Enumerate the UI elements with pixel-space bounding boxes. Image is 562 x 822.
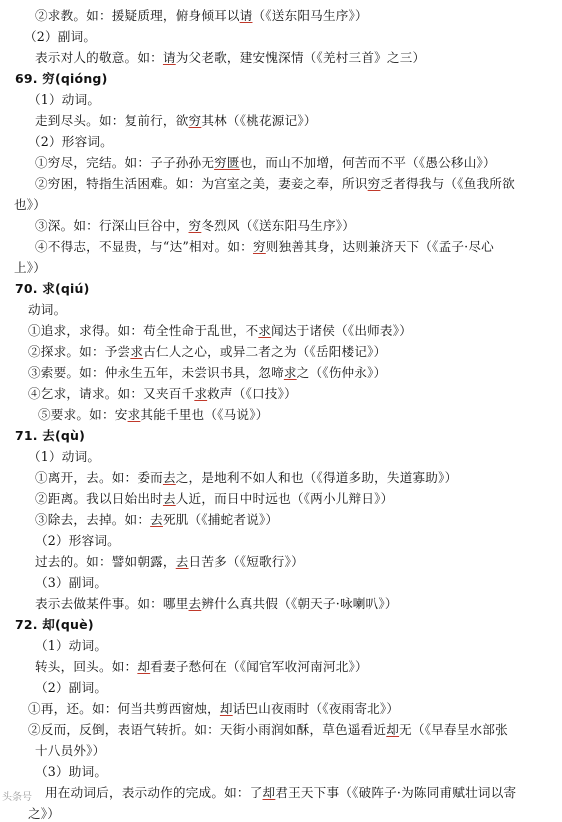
underlined-keyword: 请 [162, 50, 176, 65]
underlined-keyword: 去 [188, 596, 202, 611]
text-segment: ②求教。如：援疑质理，俯身倾耳以 [35, 8, 240, 23]
text-segment: 无（《早春呈水部张 [399, 722, 508, 737]
text-segment: 之（《伤仲永》） [296, 365, 387, 380]
text-segment: 之，是地利不如人和也（《得道多助，失道寡助》） [175, 470, 458, 485]
text-line [28, 134, 113, 150]
text-segment: ⑤要求。如：安 [38, 407, 128, 422]
text-segment: 乏者得我与（《鱼我所欲 [380, 176, 515, 191]
text-segment: 看妻子愁何在（《闻官军收河南河北》） [150, 659, 368, 674]
text-line [35, 680, 107, 696]
text-segment: 死肌（《捕蛇者说》） [162, 512, 279, 527]
underlined-keyword: 却 [386, 722, 400, 737]
entry-heading [15, 71, 108, 87]
text-line [35, 533, 120, 549]
text-segment: ①穷尽，完结。如：子子孙孙无 [35, 155, 215, 170]
text-segment: 过去的。如：譬如朝露， [35, 554, 176, 569]
watermark: 头条号 [2, 792, 32, 803]
text-segment: ①追求，求得。如：苟全性命于乱世，不 [28, 323, 259, 338]
text-segment: （2）形容词。 [35, 533, 120, 548]
entry-heading [15, 281, 90, 297]
text-line [28, 386, 297, 402]
text-line [35, 743, 105, 759]
text-segment: 为父老歌，建安愧深情（《羌村三首》之三） [175, 50, 426, 65]
text-segment: 70. 求(qiú) [15, 281, 90, 296]
underlined-keyword: 去 [175, 554, 189, 569]
text-segment: 上》） [14, 260, 47, 275]
text-line [35, 8, 368, 24]
text-segment: 十八员外》） [35, 743, 106, 758]
text-segment: 动词。 [28, 302, 67, 317]
text-line [28, 722, 508, 738]
text-segment: 转头，回头。如： [35, 659, 138, 674]
text-line [35, 764, 107, 780]
text-line [45, 785, 516, 801]
text-segment: ④乞求，请求。如：又夹百千 [28, 386, 195, 401]
text-segment: 古仁人之心，或异二者之为（《岳阳楼记》） [143, 344, 387, 359]
text-segment: 话巴山夜雨时（《夜雨寄北》） [232, 701, 400, 716]
text-line [35, 176, 515, 192]
entry-heading [15, 428, 85, 444]
text-segment: ①再，还。如：何当共剪西窗烛， [28, 701, 220, 716]
text-segment: 救声（《口技》） [207, 386, 297, 401]
underlined-keyword: 去 [162, 470, 176, 485]
text-segment: 走到尽头。如：复前行，欲 [35, 113, 189, 128]
text-segment: （3）副词。 [35, 575, 108, 590]
text-line [28, 449, 100, 465]
underlined-keyword: 去 [150, 512, 163, 527]
text-segment: （3）助词。 [35, 764, 108, 779]
text-segment: 冬烈风（《送东阳马生序》） [201, 218, 356, 233]
text-line [35, 155, 496, 171]
text-line [35, 596, 398, 612]
text-line [28, 344, 386, 360]
text-line [35, 491, 393, 507]
text-segment: （2）形容词。 [28, 134, 113, 149]
text-line [35, 554, 304, 570]
underlined-keyword: 求 [127, 407, 141, 422]
text-line [24, 29, 96, 45]
underlined-keyword: 却 [137, 659, 151, 674]
text-line [35, 638, 107, 654]
text-segment: ②距离。我以日始出时 [35, 491, 163, 506]
text-line [35, 113, 317, 129]
entry-heading [15, 617, 94, 633]
text-segment: 表示去做某件事。如：哪里 [35, 596, 189, 611]
underlined-keyword: 求 [258, 323, 272, 338]
text-line [35, 659, 368, 675]
underlined-keyword: 去 [162, 491, 176, 506]
text-segment: ④不得志，不显贵，与“达”相对。如： [35, 239, 253, 254]
text-line [35, 50, 425, 66]
text-line [35, 470, 457, 486]
text-segment: 闻达于诸侯（《出师表》） [271, 323, 413, 338]
text-line [28, 701, 399, 717]
underlined-keyword: 穷 [252, 239, 266, 254]
text-line [28, 365, 386, 381]
text-line [38, 407, 269, 423]
underlined-keyword: 却 [262, 785, 276, 800]
text-segment: （1）动词。 [28, 449, 101, 464]
text-line [28, 302, 66, 318]
underlined-keyword: 穷匮 [214, 155, 240, 170]
text-line [14, 260, 46, 276]
text-line [35, 218, 355, 234]
text-line [35, 239, 494, 255]
text-segment: 则独善其身，达则兼济天下（《孟子·尽心 [265, 239, 494, 254]
text-segment: 也，而山不加增，何苦而不平（《愚公移山》） [239, 155, 496, 170]
text-line [35, 575, 107, 591]
underlined-keyword: 求 [130, 344, 144, 359]
text-line [28, 806, 60, 822]
text-segment: 辨什么真共假（《朝天子·咏喇叭》） [201, 596, 398, 611]
text-segment: ③索要。如：仲永生五年，未尝识书具，忽啼 [28, 365, 284, 380]
text-line [28, 323, 412, 339]
text-segment: ②反而，反倒，表语气转折。如：天街小雨润如酥，草色遥看近 [28, 722, 387, 737]
text-segment: ③深。如：行深山巨谷中， [35, 218, 189, 233]
underlined-keyword: 求 [194, 386, 208, 401]
text-segment: ②探求。如：予尝 [28, 344, 131, 359]
text-segment: ③除去，去掉。如： [35, 512, 151, 527]
text-segment: （1）动词。 [35, 638, 108, 653]
text-segment: 其林（《桃花源记》） [201, 113, 317, 128]
text-segment: ①离开，去。如：委而 [35, 470, 163, 485]
text-line [28, 92, 100, 108]
text-line [14, 197, 46, 213]
underlined-keyword: 却 [219, 701, 233, 716]
text-segment: （2）副词。 [35, 680, 108, 695]
text-segment: 人近，而日中时远也（《两小儿辩日》） [175, 491, 394, 506]
underlined-keyword: 求 [283, 365, 297, 380]
text-segment: 其能千里也（《马说》） [140, 407, 269, 422]
text-segment: ②穷困，特指生活困难。如：为宫室之美，妻妾之奉，所识 [35, 176, 368, 191]
underlined-keyword: 穷 [367, 176, 381, 191]
text-segment: 71. 去(qù) [15, 428, 86, 443]
text-segment: 用在动词后，表示动作的完成。如：了 [45, 785, 263, 800]
text-segment: 君王天下事（《破阵子·为陈同甫赋壮词以寄 [275, 785, 517, 800]
text-segment: 之》） [28, 806, 61, 821]
text-line [35, 512, 278, 528]
text-segment: （《送东阳马生序》） [252, 8, 368, 23]
underlined-keyword: 请 [239, 8, 253, 23]
text-segment: 69. 穷(qióng) [15, 71, 108, 86]
text-segment: （1）动词。 [28, 92, 101, 107]
underlined-keyword: 穷 [188, 113, 202, 128]
text-segment: （2）副词。 [24, 29, 97, 44]
text-segment: 日苦多（《短歌行》） [188, 554, 304, 569]
text-segment: 表示对人的敬意。如： [35, 50, 163, 65]
underlined-keyword: 穷 [188, 218, 202, 233]
text-segment: 72. 却(què) [15, 617, 94, 632]
text-segment: 也》） [14, 197, 47, 212]
